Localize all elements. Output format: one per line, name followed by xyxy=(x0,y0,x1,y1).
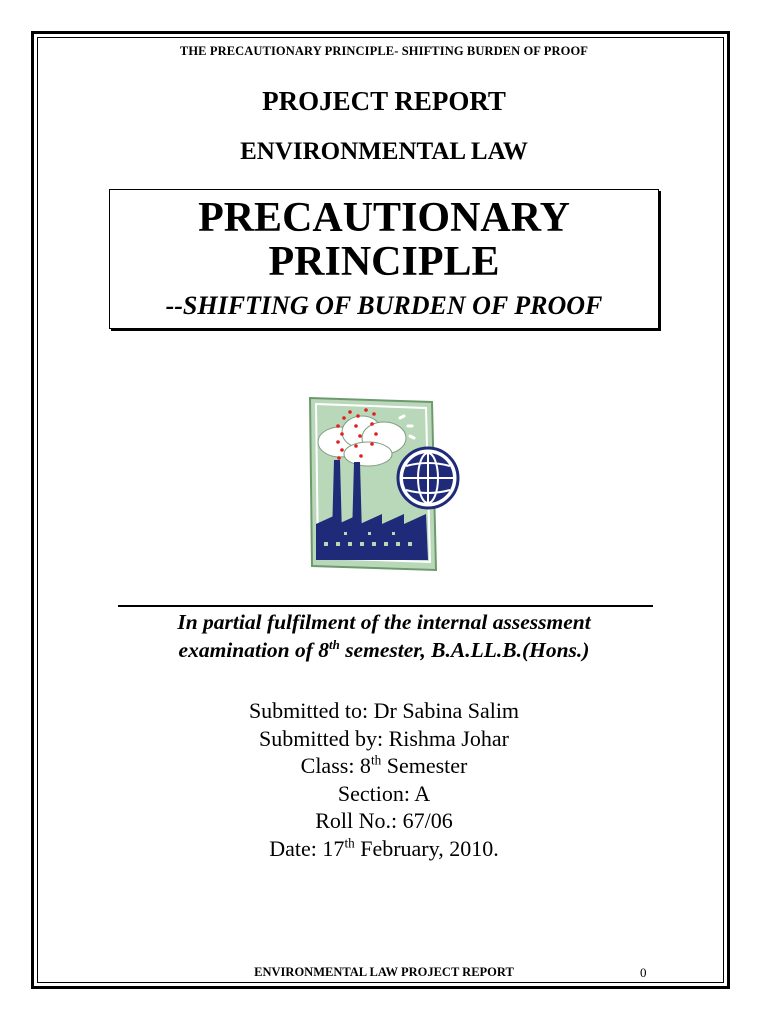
factory-globe-clipart-icon xyxy=(308,396,464,572)
partial-line-1: In partial fulfilment of the internal assessment xyxy=(177,610,591,634)
main-title-line-1: PRECAUTIONARY xyxy=(198,195,570,241)
running-footer: ENVIRONMENTAL LAW PROJECT REPORT xyxy=(254,965,514,979)
subject-title: ENVIRONMENTAL LAW xyxy=(240,138,528,165)
roll-number: Roll No.: 67/06 xyxy=(315,808,453,833)
section-info: Section: A xyxy=(337,780,431,806)
submission-date: Date: 17th February, 2010. xyxy=(269,835,499,861)
project-report-label: PROJECT REPORT xyxy=(262,86,506,116)
partial-line-2: examination of 8th semester, B.A.LL.B.(Hons.) xyxy=(178,637,590,662)
submitted-by: Submitted by: Rishma Johar xyxy=(259,725,509,751)
class-info: Class: 8th Semester xyxy=(300,752,468,778)
main-title-line-2: PRINCIPLE xyxy=(268,239,500,285)
page-number: 0 xyxy=(640,965,647,980)
partial-fulfilment-text xyxy=(0,608,768,664)
submitted-to: Submitted to: Dr Sabina Salim xyxy=(248,698,520,723)
submission-details xyxy=(0,697,768,862)
title-box xyxy=(109,189,659,329)
section-divider xyxy=(118,605,653,607)
running-header: THE PRECAUTIONARY PRINCIPLE- SHIFTING BURDEN OF PROOF xyxy=(179,44,589,58)
main-subtitle: --SHIFTING OF BURDEN OF PROOF xyxy=(165,291,603,320)
